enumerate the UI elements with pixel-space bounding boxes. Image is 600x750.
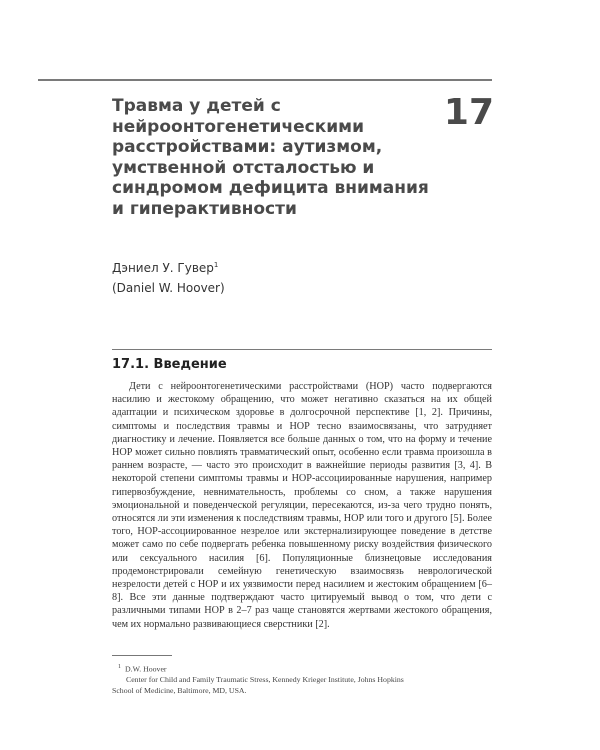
footnote-affiliation-2: School of Medicine, Baltimore, MD, USA.: [112, 685, 247, 695]
author-name-ru-text: Дэниел У. Гувер: [112, 261, 214, 275]
top-rule: [38, 79, 492, 81]
footnote-affiliation-1: Center for Child and Family Traumatic Stress, Kennedy Krieger Institute, Johns Hopkins: [126, 675, 404, 685]
footnote: [112, 662, 492, 696]
footnote-marker: 1: [118, 664, 121, 670]
author-name-en: (Daniel W. Hoover): [112, 281, 225, 295]
footnote-line-1: [112, 662, 492, 675]
chapter-title: Травма у детей с нейроонтогенетическими расстройствами: аутизмом, умственной отсталостью и синдромом дефицита внимания и гиперактивности: [112, 96, 429, 219]
chapter-number: 17: [443, 92, 494, 133]
section-title: 17.1. Введение: [112, 357, 227, 372]
footnote-author: D.W. Hoover: [125, 664, 167, 674]
body-paragraph: Дети с нейроонтогенетическими расстройствами (НОР) часто подвергаются насилию и жестокому обращению, что может негативно сказаться на их общей адаптации и психическом здоровье в долгосрочной перспективе [1, 2]. Причины, симптомы и последствия травмы и НОР тесно взаимосвязаны, что затрудняет диагностику и лечение. Появляется все больше данных о том, что на форму и течение НОР может сильно повлиять травматический опыт, особенно если травма произошла в раннем возрасте, — часто это происходит в важнейшие периоды развития [3, 4]. В некоторой степени симптомы травмы и НОР-ассоциированные нарушения, например гипервозбуждение, невнимательность, проблемы со сном, а также нарушения эмоциональной и поведенческой регуляции, пересекаются, из-за чего трудно понять, относятся ли эти изменения к последствиям травмы, НОР или того и другого [5]. Более того, НОР-ассоциированное незрелое или экстернализирующее поведение в детстве может само по себе подвергать ребенка повышенному риску воздействия физического или сексуального насилия [6]. Популяционные близнецовые исследования продемонстрировали семейную генетическую взаимосвязь неврологической незрелости детей с НОР и их уязвимости перед насилием и жестоким обращением [6–8]. Все эти данные подтверждают часто цитируемый вывод о том, что дети с различными типами НОР в 2–7 раз чаще становятся жертвами жестокого обращения, чем их нормально развивающиеся сверстники [2].: [112, 381, 492, 630]
footnote-rule: [112, 655, 172, 656]
section-rule: [112, 349, 492, 350]
author-footnote-mark: 1: [213, 261, 219, 269]
author-name-ru: [112, 261, 412, 275]
